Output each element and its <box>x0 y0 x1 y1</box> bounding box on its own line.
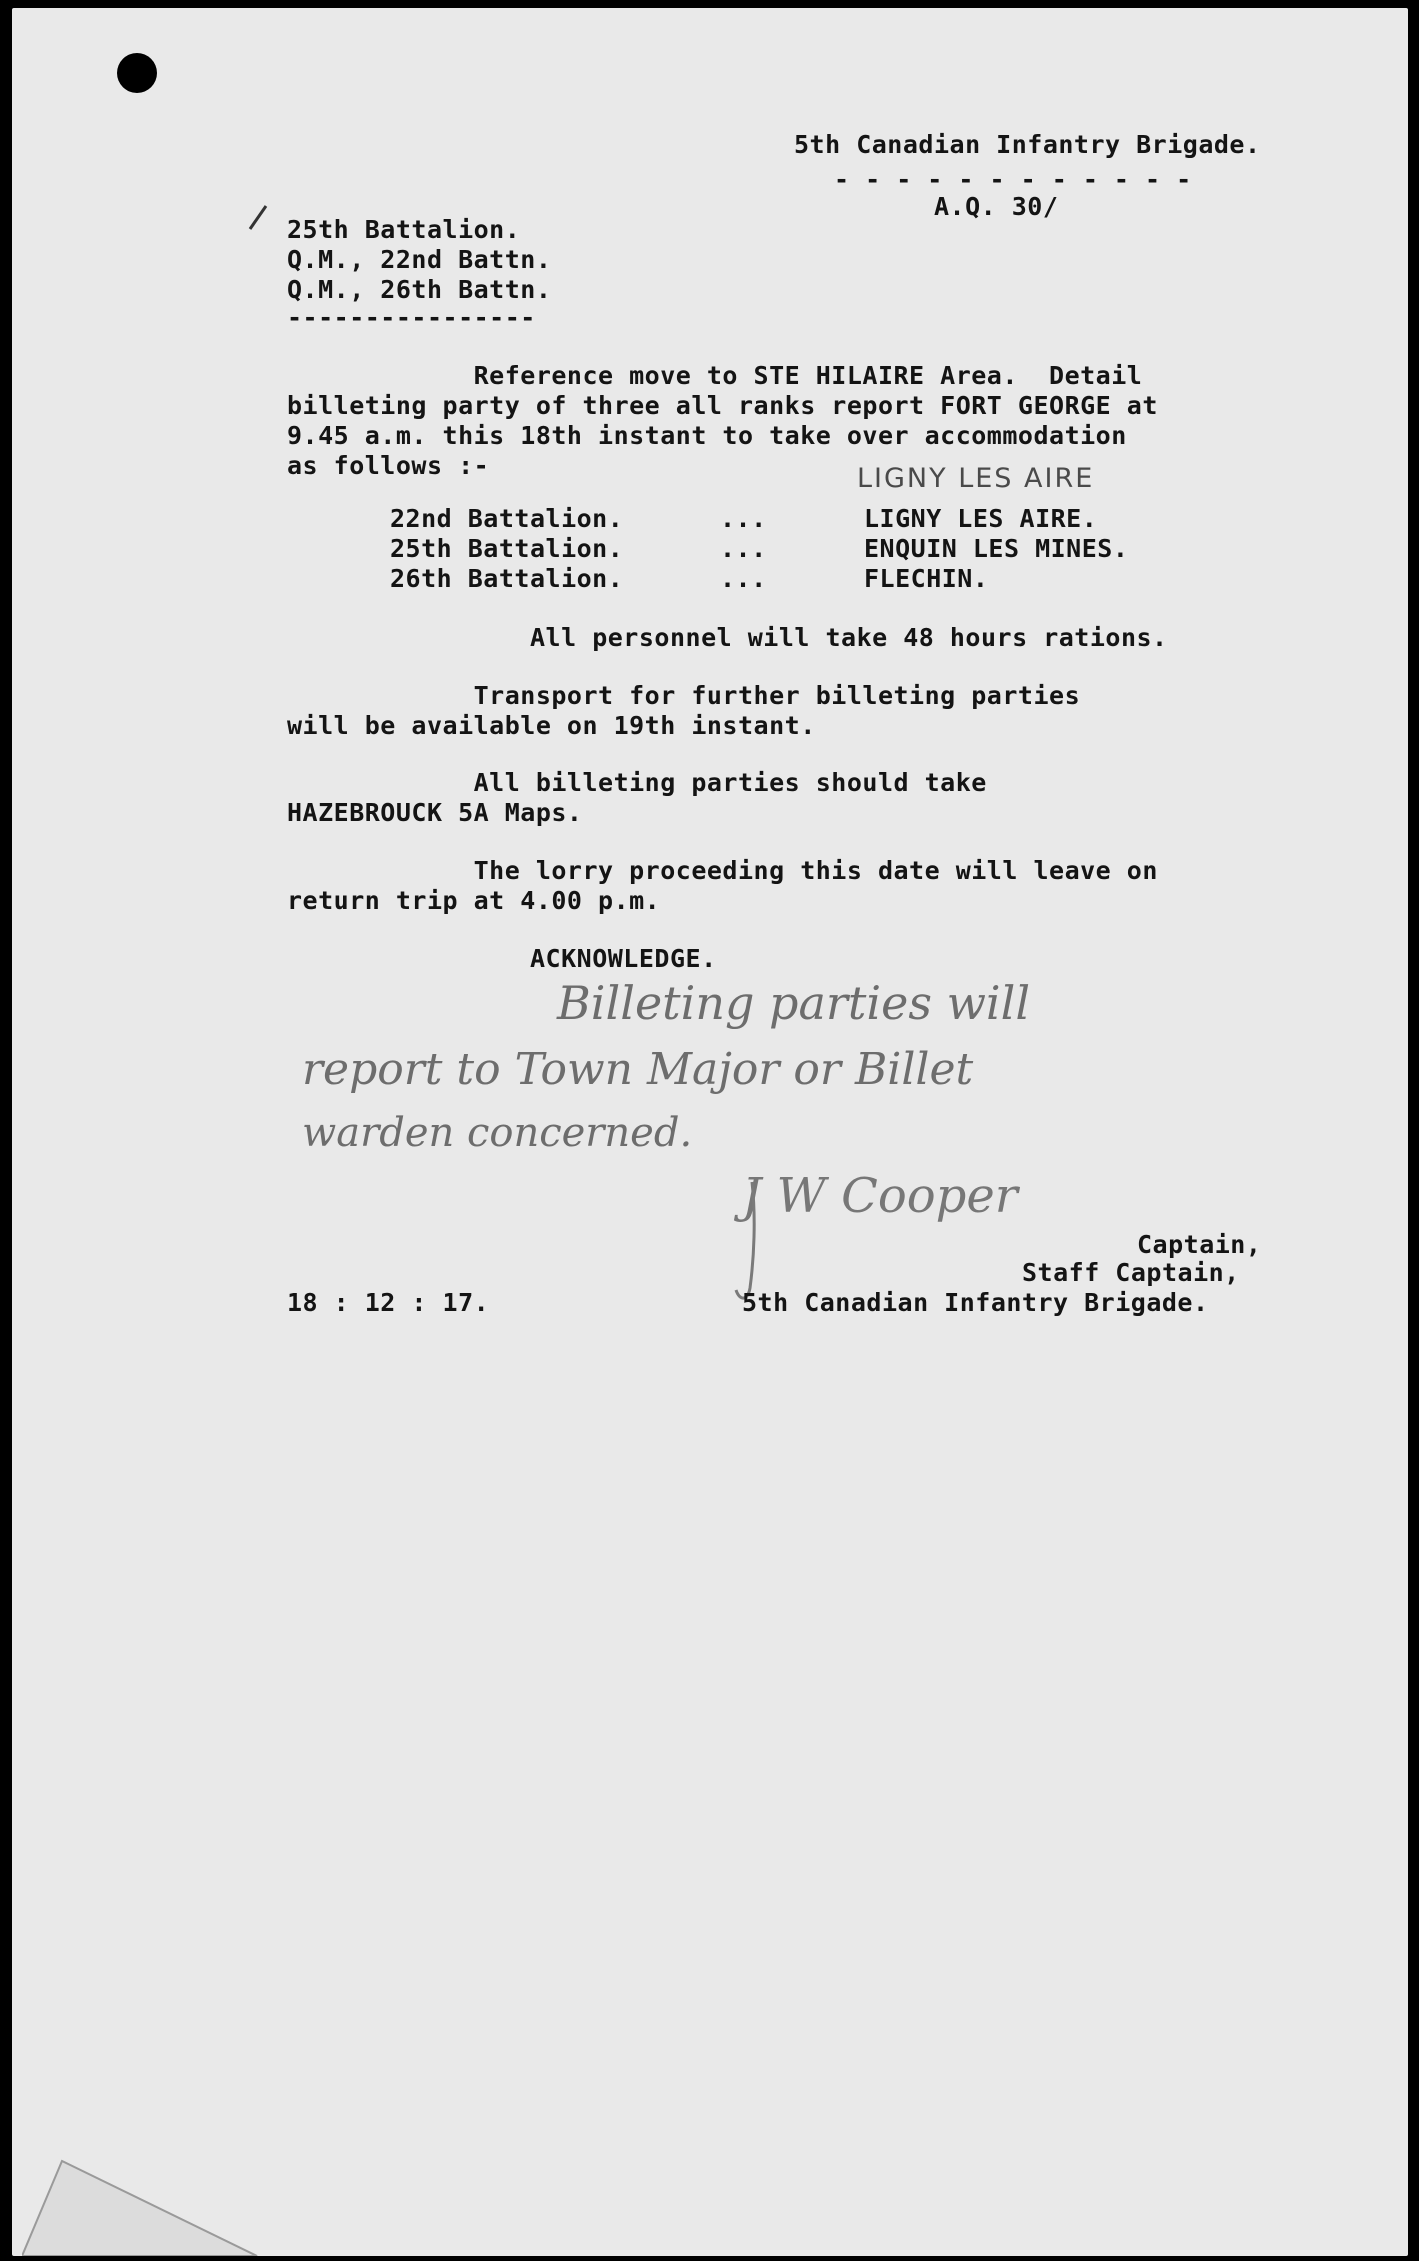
para3-line2: will be available on 19th instant. <box>287 711 816 740</box>
para1-line2: billeting party of three all ranks report FORT GEORGE at <box>287 391 1158 420</box>
para1-line1: Reference move to STE HILAIRE Area. Detail <box>287 361 1143 390</box>
allocation-place-2: ENQUIN LES MINES. <box>864 534 1129 563</box>
handwritten-note-line2: report to Town Major or Billet <box>302 1044 974 1095</box>
para1-line4: as follows :- <box>287 451 490 480</box>
acknowledge: ACKNOWLEDGE. <box>530 944 717 973</box>
allocation-place-3: FLECHIN. <box>864 564 989 593</box>
handwritten-correction: LIGNY LES AIRE <box>857 463 1095 494</box>
signature-captain: Captain, <box>1137 1230 1262 1259</box>
addressee-rule: ---------------- <box>287 303 536 332</box>
addressee-2: Q.M., 22nd Battn. <box>287 245 552 274</box>
para4-line2: HAZEBROUCK 5A Maps. <box>287 798 583 827</box>
para5-line2: return trip at 4.00 p.m. <box>287 886 661 915</box>
allocation-dots-1: ... <box>720 504 767 533</box>
file-reference: A.Q. 30/ <box>934 192 1059 221</box>
allocation-dots-3: ... <box>720 564 767 593</box>
tick-mark <box>244 203 274 233</box>
handwritten-signature: J W Cooper <box>742 1168 1018 1224</box>
signature-brigade: 5th Canadian Infantry Brigade. <box>742 1288 1209 1317</box>
allocation-unit-2: 25th Battalion. <box>390 534 624 563</box>
punch-hole <box>117 53 157 93</box>
addressee-3: Q.M., 26th Battn. <box>287 275 552 304</box>
allocation-unit-3: 26th Battalion. <box>390 564 624 593</box>
addressee-1: 25th Battalion. <box>287 215 521 244</box>
header-dashes: - - - - - - - - - - - - <box>834 165 1192 194</box>
signature-staff-captain: Staff Captain, <box>1022 1258 1240 1287</box>
document-date: 18 : 12 : 17. <box>287 1288 490 1317</box>
handwritten-note-line1: Billeting parties will <box>557 976 1031 1030</box>
allocation-unit-1: 22nd Battalion. <box>390 504 624 533</box>
allocation-place-1: LIGNY LES AIRE. <box>864 504 1098 533</box>
para1-line3: 9.45 a.m. this 18th instant to take over accommodation <box>287 421 1127 450</box>
para5-line1: The lorry proceeding this date will leave on <box>287 856 1158 885</box>
para2: All personnel will take 48 hours rations. <box>530 623 1168 652</box>
document-page <box>12 8 1408 2256</box>
brigade-header: 5th Canadian Infantry Brigade. <box>794 130 1261 159</box>
para3-line1: Transport for further billeting parties <box>287 681 1081 710</box>
folded-corner <box>22 2106 262 2256</box>
handwritten-note-line3: warden concerned. <box>302 1110 693 1156</box>
allocation-dots-2: ... <box>720 534 767 563</box>
para4-line1: All billeting parties should take <box>287 768 987 797</box>
